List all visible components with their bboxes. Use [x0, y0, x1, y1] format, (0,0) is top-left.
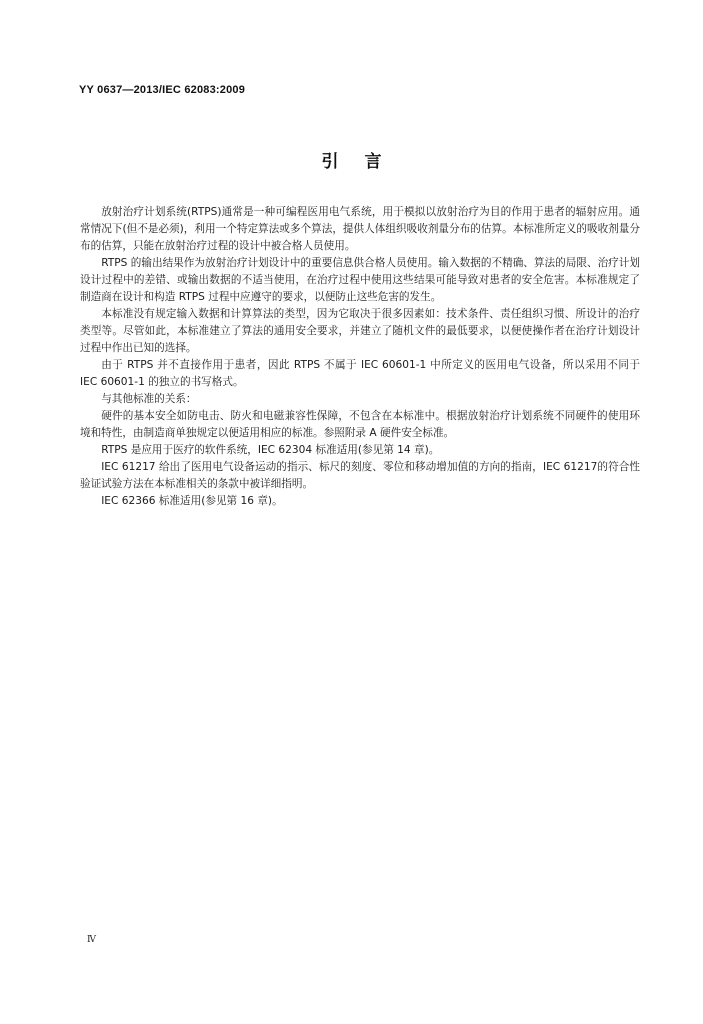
paragraph-rtps-output: RTPS 的输出结果作为放射治疗计划设计中的重要信息供合格人员使用。输入数据的不精确、算法的局限、治疗计划设计过程中的差错、或输出数据的不适当使用，在治疗过程中使用这些结果可能导致对患者的安全危害。本标准规定了制造商在设计和构造 RTPS 过程中应遵守的要求，以便防止这些危害的发生。 [80, 257, 640, 303]
introduction-body [80, 204, 640, 510]
paragraph-iec-62366: IEC 62366 标准适用(参见第 16 章)。 [101, 495, 283, 507]
paragraph-relations-heading: 与其他标准的关系： [101, 393, 197, 405]
paragraph-rtps-definition: 放射治疗计划系统(RTPS)通常是一种可编程医用电气系统，用于模拟以放射治疗为目的作用于患者的辐射应用。通常情况下(但不是必须)，利用一个特定算法或多个算法，提供人体组织吸收剂量分布的估算。本标准所定义的吸收剂量分布的估算，只能在放射治疗过程的设计中被合格人员使用。 [80, 206, 640, 252]
paragraph-iec-60601: 由于 RTPS 并不直接作用于患者，因此 RTPS 不属于 IEC 60601-1 中所定义的医用电气设备，所以采用不同于 IEC 60601-1 的独立的书写格式。 [80, 359, 640, 388]
paragraph-hardware-safety: 硬件的基本安全如防电击、防火和电磁兼容性保障，不包含在本标准中。根据放射治疗计划系统不同硬件的使用环境和特性，由制造商单独规定以便适用相应的标准。参照附录 A 硬件安全标准。 [80, 410, 640, 439]
paragraph-iec-61217: IEC 61217 给出了医用电气设备运动的指示、标尺的刻度、零位和移动增加值的方向的指南，IEC 61217的符合性验证试验方法在本标准相关的条款中被详细指明。 [80, 461, 640, 490]
paragraph-algorithms: 本标准没有规定输入数据和计算算法的类型，因为它取决于很多因素如：技术条件、责任组织习惯、所设计的治疗类型等。尽管如此，本标准建立了算法的通用安全要求，并建立了随机文件的最低要求，以便使操作者在治疗计划设计过程中作出已知的选择。 [80, 308, 640, 354]
page-number: Ⅳ [87, 935, 96, 945]
standard-header: YY 0637—2013/IEC 62083:2009 [79, 84, 246, 96]
paragraph-iec-62304: RTPS 是应用于医疗的软件系统，IEC 62304 标准适用(参见第 14 章)。 [101, 444, 440, 456]
page-title: 引言 [321, 152, 408, 172]
